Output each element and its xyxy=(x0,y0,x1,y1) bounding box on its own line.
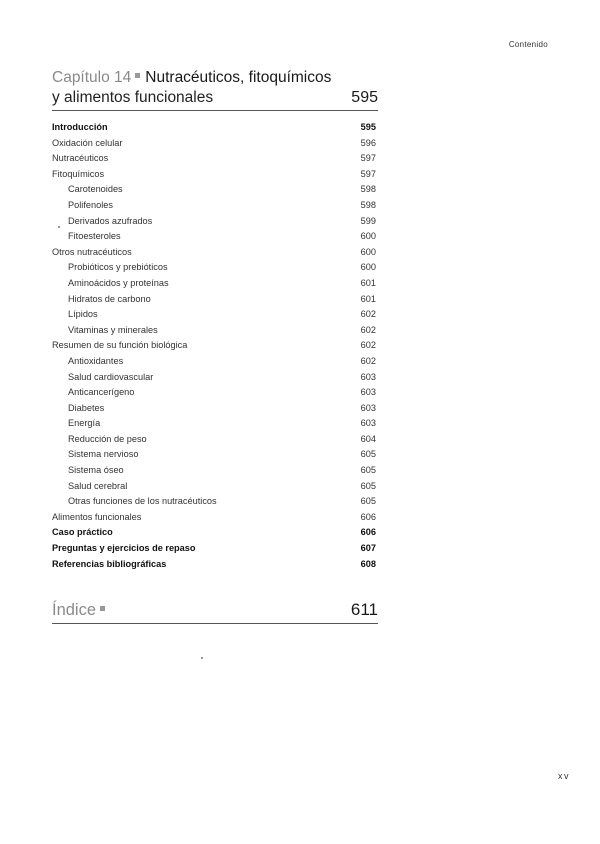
toc-entry-page: 607 xyxy=(360,543,376,554)
index-page-number: 611 xyxy=(350,600,378,619)
toc-entry-page: 599 xyxy=(360,215,376,226)
toc-entry xyxy=(52,403,378,419)
toc-entry xyxy=(52,418,378,434)
toc-entry-title: Sistema nervioso xyxy=(68,449,139,460)
toc-entry-title: Nutracéuticos xyxy=(52,153,109,164)
toc-entry-title: Otras funciones de los nutracéuticos xyxy=(68,496,217,507)
toc-entry xyxy=(52,340,378,356)
toc-entry-page: 601 xyxy=(360,277,376,288)
toc-entry xyxy=(52,262,378,278)
toc-entry xyxy=(52,169,378,185)
toc-entry xyxy=(52,496,378,512)
toc-entry xyxy=(52,153,378,169)
chapter-label: Capítulo 14 xyxy=(52,69,132,86)
toc-entry xyxy=(52,231,378,247)
toc-entry-title: Preguntas y ejercicios de repaso xyxy=(52,543,196,554)
toc-entry-page: 605 xyxy=(360,465,376,476)
toc-entry-page: 595 xyxy=(360,122,376,132)
page-folio: xv xyxy=(558,771,570,781)
toc-entry-title: Polifenoles xyxy=(68,199,113,210)
toc-entry xyxy=(52,184,378,200)
toc-entry-page: 598 xyxy=(360,184,376,195)
toc-entry-page: 603 xyxy=(360,402,376,413)
toc-entry-page: 600 xyxy=(360,262,376,273)
chapter-heading xyxy=(52,68,378,111)
index-rule xyxy=(52,623,378,624)
toc-entry-title: Lípidos xyxy=(68,309,98,320)
toc-entry xyxy=(52,216,378,232)
toc-entry xyxy=(52,278,378,294)
chapter-heading-line1 xyxy=(52,68,378,88)
toc-entry-page: 600 xyxy=(360,246,376,257)
toc-entry-title: Probióticos y prebióticos xyxy=(68,262,168,273)
toc-entry xyxy=(52,356,378,372)
toc-entry xyxy=(52,138,378,154)
toc-entry-title: Sistema óseo xyxy=(68,465,124,476)
toc-entry xyxy=(52,481,378,497)
toc-entry xyxy=(52,387,378,403)
toc-entry xyxy=(52,559,378,575)
toc-entry-title: Anticancerígeno xyxy=(68,387,135,398)
toc-entry xyxy=(52,527,378,543)
print-speck xyxy=(58,226,60,228)
toc-entry-page: 604 xyxy=(360,433,376,444)
toc-entry-title: Reducción de peso xyxy=(68,433,147,444)
toc-entry-title: Fitoesteroles xyxy=(68,231,121,242)
toc-entry-page: 602 xyxy=(360,340,376,351)
toc-entry xyxy=(52,372,378,388)
toc-entry xyxy=(52,309,378,325)
square-bullet-icon xyxy=(100,606,105,611)
toc-entry xyxy=(52,465,378,481)
toc-entry-page: 603 xyxy=(360,371,376,382)
toc-entry-page: 605 xyxy=(360,449,376,460)
toc-entry-title: Otros nutracéuticos xyxy=(52,246,132,257)
toc-entry-title: Introducción xyxy=(52,122,108,132)
toc-entry-page: 608 xyxy=(360,558,376,569)
toc-entry-page: 603 xyxy=(360,387,376,398)
toc-entry-page: 597 xyxy=(360,153,376,164)
toc-entry-title: Derivados azufrados xyxy=(68,215,153,226)
index-heading xyxy=(52,599,378,624)
toc-entry xyxy=(52,449,378,465)
toc-entry-title: Aminoácidos y proteínas xyxy=(68,277,169,288)
chapter-title-line2: y alimentos funcionales xyxy=(52,89,214,106)
toc-entry-page: 606 xyxy=(360,511,376,522)
toc-entry-page: 602 xyxy=(360,355,376,366)
toc-entry-title: Antioxidantes xyxy=(68,355,124,366)
index-heading-row xyxy=(52,599,378,621)
toc-entry xyxy=(52,294,378,310)
toc-entry-title: Referencias bibliográficas xyxy=(52,558,167,569)
toc-entry xyxy=(52,512,378,528)
toc-entry-page: 606 xyxy=(360,527,376,538)
toc-entry-title: Oxidación celular xyxy=(52,137,123,148)
chapter-heading-line2 xyxy=(52,88,378,108)
toc-entry xyxy=(52,434,378,450)
toc-entry-title: Alimentos funcionales xyxy=(52,511,142,522)
toc-entry-title: Salud cerebral xyxy=(68,480,128,491)
toc-entry-title: Diabetes xyxy=(68,402,105,413)
toc-entry-page: 598 xyxy=(360,199,376,210)
toc-entry xyxy=(52,200,378,216)
toc-entry-title: Energía xyxy=(68,418,101,429)
toc-entry-title: Hidratos de carbono xyxy=(68,293,151,304)
toc-entry-title: Fitoquímicos xyxy=(52,168,105,179)
toc-entry xyxy=(52,122,378,138)
square-bullet-icon xyxy=(135,73,140,78)
running-head: Contenido xyxy=(508,40,548,49)
toc-entry-title: Carotenoides xyxy=(68,184,123,195)
chapter-page-number: 595 xyxy=(351,89,378,106)
toc-entry-page: 602 xyxy=(360,324,376,335)
chapter-title-line1: Nutracéuticos, fitoquímicos xyxy=(145,69,332,86)
index-label: Índice xyxy=(52,601,97,619)
toc-entry-page: 605 xyxy=(360,480,376,491)
toc-entry-page: 596 xyxy=(360,137,376,148)
toc-entry xyxy=(52,325,378,341)
toc-entry xyxy=(52,247,378,263)
toc-entry-title: Caso práctico xyxy=(52,527,113,538)
toc-entry-page: 602 xyxy=(360,309,376,320)
toc-entry-page: 603 xyxy=(360,418,376,429)
toc-entry-page: 601 xyxy=(360,293,376,304)
toc-entry xyxy=(52,543,378,559)
toc-entry-title: Resumen de su función biológica xyxy=(52,340,188,351)
toc-entry-page: 600 xyxy=(360,231,376,242)
toc-entry-page: 605 xyxy=(360,496,376,507)
toc-entry-title: Salud cardiovascular xyxy=(68,371,154,382)
toc-list xyxy=(52,122,378,574)
chapter-rule xyxy=(52,110,378,111)
toc-entry-title: Vitaminas y minerales xyxy=(68,324,158,335)
print-speck xyxy=(201,657,203,659)
index-label-group xyxy=(52,599,110,621)
toc-entry-page: 597 xyxy=(360,168,376,179)
